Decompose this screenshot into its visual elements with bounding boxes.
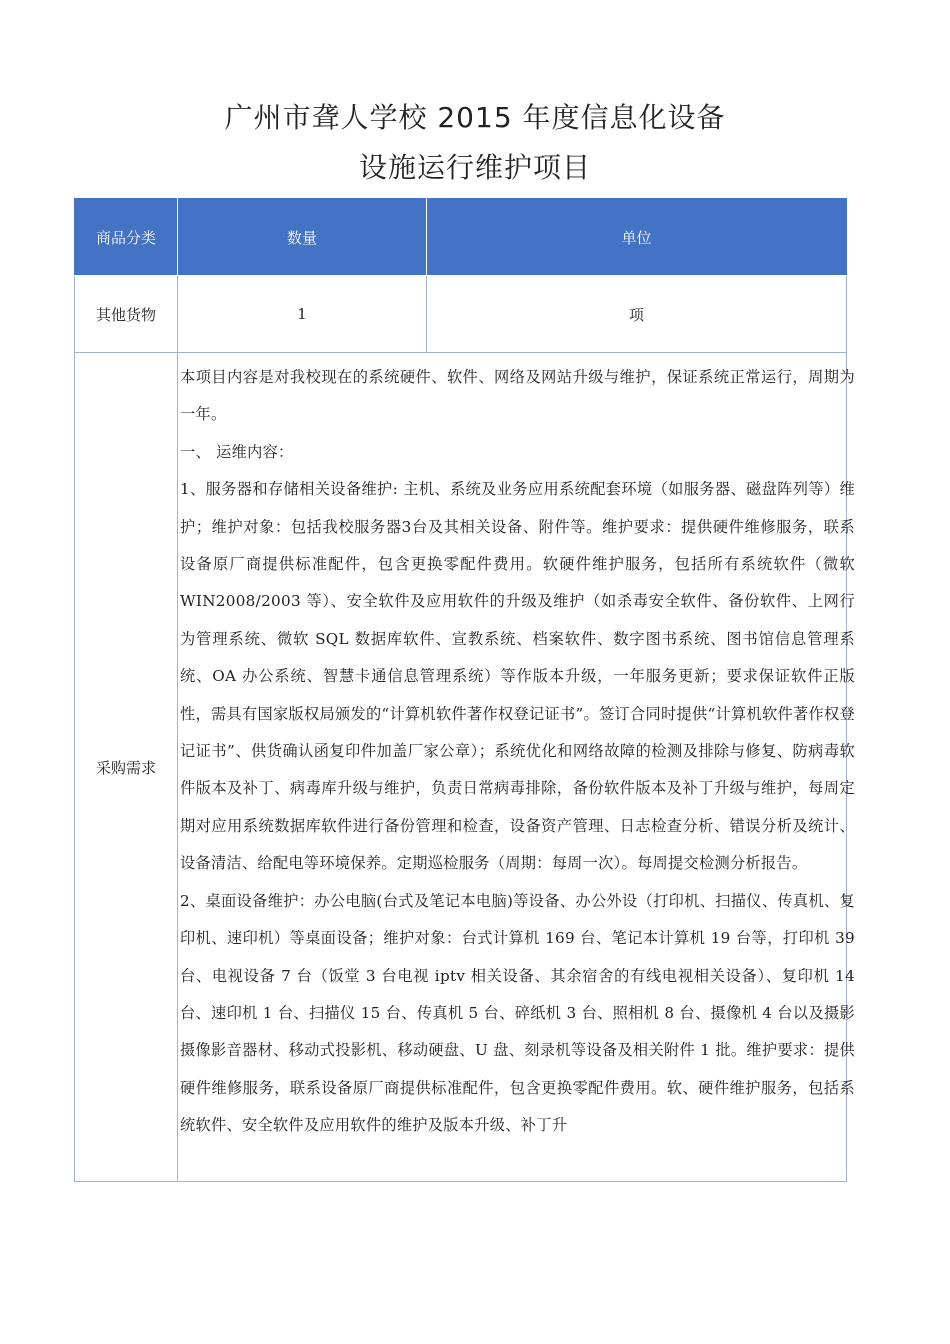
requirement-paragraph: 2、桌面设备维护：办公电脑(台式及笔记本电脑)等设备、办公外设（打印机、扫描仪、传真机、复印机、速印机）等桌面设备；维护对象：台式计算机 169 台、笔记本计算机 19 台等，打印机 39 台、电视设备 7 台（饭堂 3 台电视 iptv 相关设备、其余宿舍的有线电视相关设备）、复印机 14 台、速印机 1 台、扫描仪 15 台、传真机 5 台、碎纸机 3 台、照相机 8 台、摄像机 4 台以及摄影摄像影音器材、移动式投影机、移动硬盘、U 盘、刻录机等设备及相关附件 1 批。维护要求：提供硬件维修服务，联系设备原厂商提供标准配件，包含更换零配件费用。软、硬件维护服务，包括系统软件、安全软件及应用软件的维护及版本升级、补丁升: [180, 891, 855, 1135]
cell-category: 其他货物: [75, 276, 178, 353]
document-title-line2: 设施运行维护项目: [358, 151, 591, 184]
cell-quantity: 1: [178, 276, 427, 353]
cell-unit: 项: [427, 276, 847, 353]
requirement-paragraph: 一、 运维内容：: [180, 442, 294, 461]
table-header-row: [75, 199, 847, 276]
table-row: [75, 276, 847, 353]
header-category: 商品分类: [75, 199, 178, 276]
requirement-label: 采购需求: [75, 353, 178, 1182]
header-quantity: 数量: [178, 199, 427, 276]
requirement-content: [178, 353, 855, 1182]
document-title-line1: 广州市聋人学校 2015 年度信息化设备: [224, 101, 726, 134]
requirement-paragraph: 本项目内容是对我校现在的系统硬件、软件、网络及网站升级与维护，保证系统正常运行，周期为一年。: [180, 368, 855, 424]
requirement-row: [75, 353, 847, 1182]
requirement-paragraph: 1、服务器和存储相关设备维护: 主机、系统及业务应用系统配套环境（如服务器、磁盘阵列等）维护；维护对象：包括我校服务器3台及其相关设备、附件等。维护要求：提供硬件维修服务，联系设备原厂商提供标准配件，包含更换零配件费用。软硬件维护服务，包括所有系统软件（微软 WIN2008/2003 等）、安全软件及应用软件的升级及维护（如杀毒安全软件、备份软件、上网行为管理系统、微软 SQL 数据库软件、宣教系统、档案软件、数字图书系统、图书馆信息管理系统、OA 办公系统、智慧卡通信息管理系统）等作版本升级，一年服务更新；要求保证软件正版性，需具有国家版权局颁发的“计算机软件著作权登记证书”。签订合同时提供“计算机软件著作权登记证书”、供货确认函复印件加盖厂家公章）；系统优化和网络故障的检测及排除与修复、防病毒软件版本及补丁、病毒库升级与维护，负责日常病毒排除，备份软件版本及补丁升级与维护，每周定期对应用系统数据库软件进行备份管理和检查，设备资产管理、日志检查分析、错误分析及统计、设备清洁、给配电等环境保养。定期巡检服务（周期：每周一次）。每周提交检测分析报告。: [180, 480, 855, 873]
header-unit: 单位: [427, 199, 847, 276]
procurement-table: [74, 198, 855, 1182]
